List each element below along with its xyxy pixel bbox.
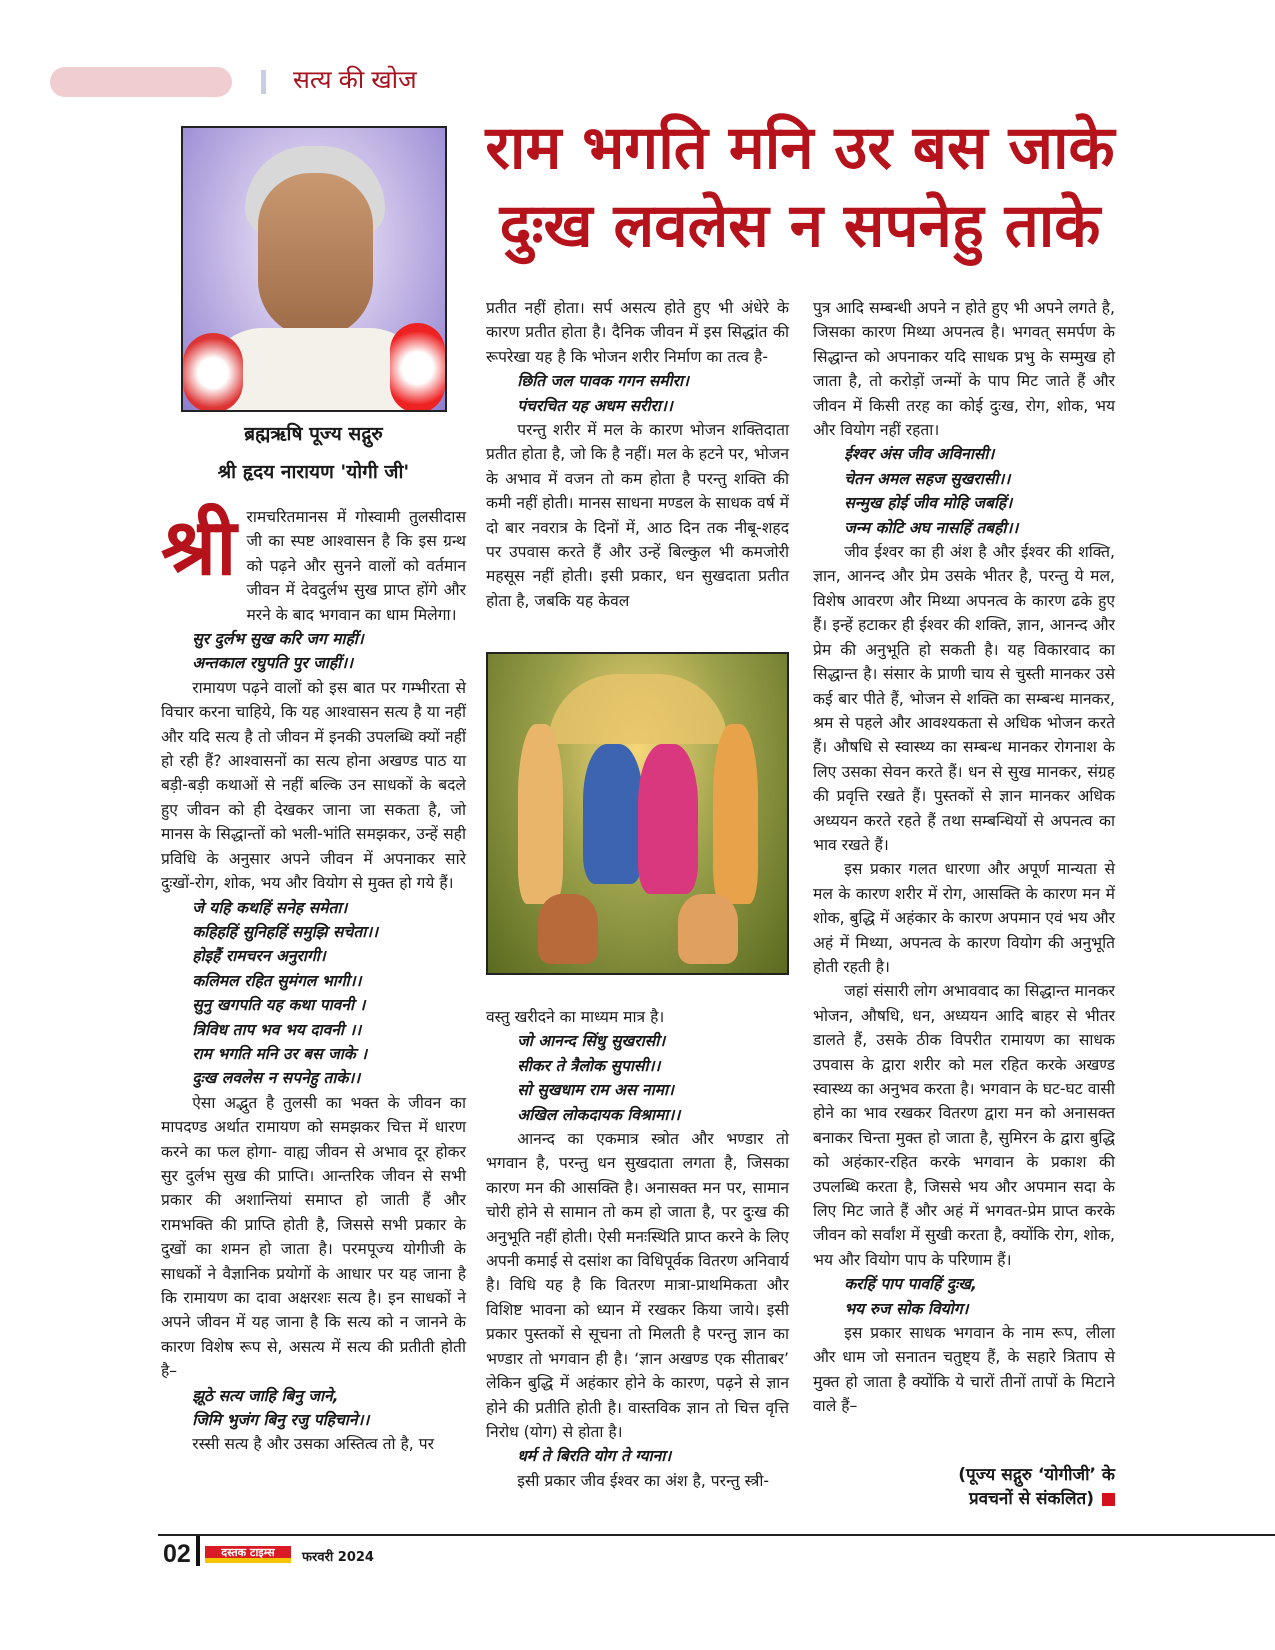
paragraph: वस्तु खरीदने का माध्यम मात्र है। [486,1008,665,1026]
section-title: सत्य की खोज [293,66,417,94]
headline-line2: दुःख लवलेस न सपनेहु ताके [499,191,1101,261]
credit-note [813,1463,1115,1511]
verse-line: चेतन अमल सहज सुखरासी।। [844,469,1011,488]
article-column-1 [161,505,466,1457]
credit-line1: (पूज्य सद्गुरु ‘योगीजी’ के [958,1465,1115,1485]
article-column-3 [813,296,1115,1419]
verse-line: पंचरचित यह अधम सरीरा।। [517,396,673,415]
issue-date: फरवरी 2024 [302,1550,374,1565]
verse-line: करहिं पाप पावहिं दुःख, [844,1275,977,1294]
headline-line1: राम भगति मनि उर बस जाके [485,113,1115,183]
footer-rule [158,1534,1275,1536]
article-column-2-top [486,296,789,613]
verse-line: होइहैं रामचरन अनुरागी। [192,947,326,966]
paragraph: प्रतीत नहीं होता। सर्प असत्य होते हुए भी अंधेरे के कारण प्रतीत होता है। दैनिक जीवन में इस सिद्धांत की रूपरेखा यह है कि भोजन शरीर निर्माण का तत्व है- [486,299,789,366]
verse-line: अखिल लोकदायक विश्रामा।। [517,1105,681,1124]
paragraph: ऐसा अद्भुत है तुलसी का भक्त के जीवन का मापदण्ड अर्थात रामायण को समझकर चित्त में धारण करने का फल होगा- वाह्य जीवन से अभाव दूर होकर सुर दुर्लभ सुख की प्राप्ति। आन्तरिक जीवन से सभी प्रकार की अशान्तियां समाप्त हो जाती हैं और रामभक्ति की प्राप्ति होती है, जिससे सभी प्रकार के दुखों का शमन हो जाता है। परमपूज्य योगीजी के साधकों ने वैज्ञानिक प्रयोगों के आधार पर यह जाना है कि रामायण का दावा अक्षरशः सत्य है। इन साधकों ने अपने जीवन में यह जाना है कि सत्य को न जानने के कारण विशेष रूप से, असत्य में सत्य की प्रतीती होती है– [161,1093,466,1381]
credit-line2: प्रवचनों से संकलित) [968,1489,1094,1509]
verse-line: छिति जल पावक गगन समीरा। [517,372,689,391]
portrait-caption-line1: ब्रह्मऋषि पूज्य सद्गुरु [244,423,383,445]
verse-line: जो आनन्द सिंधु सुखरासी। [517,1032,666,1051]
author-portrait [181,126,447,412]
article-column-2-bottom [486,1005,789,1493]
verse-line: कलिमल रहित सुमंगल भागी।। [192,971,362,990]
paragraph: रामचरितमानस में गोस्वामी तुलसीदास जी का स्पष्ट आश्वासन है कि इस ग्रन्थ को पढ़ने और सुनने वालों को वर्तमान जीवन में देवदुर्लभ सुख प्राप्त होंगे और मरने के बाद भगवान का धाम मिलेगा। [246,508,466,624]
paragraph: इसी प्रकार जीव ईश्वर का अंश है, परन्तु स्त्री- [517,1471,769,1490]
verse-line: सुर दुर्लभ सुख करि जग माहीं। [192,630,364,649]
footer-divider [196,1536,200,1566]
verse-line: दुःख लवलेस न सपनेहु ताके।। [192,1069,361,1088]
magazine-logo: दस्तक टाइम्स [205,1546,291,1563]
paragraph: पुत्र आदि सम्बन्धी अपने न होते हुए भी अपने लगते है, जिसका कारण मिथ्या अपनत्व है। भगवत् समर्पण के सिद्धान्त को अपनाकर यदि साधक प्रभु के सम्मुख हो जाता है, तो करोड़ों जन्मों के पाप मिट जाते हैं और जीवन में किसी तरह का कोई दुःख, रोग, शोक, भय और वियोग नहीं रहता। [813,299,1115,440]
verse-line: जे यहि कथहिं सनेह समेता। [192,898,348,917]
verse-line: झूठे सत्य जाहि बिनु जाने, [192,1386,339,1405]
verse-line: कहिहहिं सुनिहहिं समुझि सचेता।। [192,922,379,941]
page-number: 02 [163,1540,191,1568]
paragraph: इस प्रकार गलत धारणा और अपूर्ण मान्यता से मल के कारण शरीर में रोग, आसक्ति के कारण मन में शोक, बुद्धि में अहंकार के कारण अपमान एवं भय और अहं में मिथ्या, अपनत्व के कारण वियोग की अनुभूति होती रहती है। [813,860,1115,976]
section-pill [50,67,232,97]
portrait-caption-line2: श्री हृदय नारायण 'योगी जी' [217,461,410,483]
verse-line: राम भगति मनि उर बस जाके । [192,1044,368,1063]
ram-darbar-painting [486,652,789,975]
paragraph: जहां संसारी लोग अभाववाद का सिद्धान्त मानकर भोजन, औषधि, धन, अध्ययन आदि बाहर से भीतर डालते हैं, उसके ठीक विपरीत रामायण का साधक उपवास के द्वारा शरीर को मल रहित करके अखण्ड स्वास्थ्य का अनुभव करता है। भगवान के घट-घट वासी होने का भाव रखकर वितरण द्वारा मन को अनासक्त बनाकर चिन्ता मुक्त हो जाता है, सुमिरन के द्वारा बुद्धि को अहंकार-रहित करके भगवान के प्रकाश की उपलब्धि करता है, जिससे भय और अपमान सदा के लिए मिट जाते हैं और अहं में भगवत-प्रेम प्राप्त करके जीवन को सर्वांश में सुखी करता है, क्योंकि रोग, शोक, भय और वियोग पाप के परिणाम हैं। [813,982,1115,1269]
verse-line: सन्मुख होई जीव मोहि जबहिं। [844,494,1013,513]
end-mark-icon [1102,1493,1115,1506]
verse-line: सो सुखधाम राम अस नामा। [517,1081,674,1100]
drop-cap: श्री [161,503,237,593]
verse-line: अन्तकाल रघुपति पुर जाहीं।। [192,654,354,673]
paragraph: रामायण पढ़ने वालों को इस बात पर गम्भीरता से विचार करना चाहिये, कि यह आश्वासन सत्य है या नहीं और यदि सत्य है तो जीवन में इनकी उपलब्धि क्यों नहीं हो रही हैं? आश्वासनों का सत्य होना अखण्ड पाठ या बड़ी-बड़ी कथाओं से नहीं बल्कि उन साधकों के बदले हुए जीवन को ही देखकर जाना जा सकता है, जो मानस के सिद्धान्तों को भली-भांति समझकर, उन्हें सही प्रविधि के अनुसार अपने जीवन में अपनाकर सारे दुःखों-रोग, शोक, भय और वियोग से मुक्त हो गये हैं। [161,678,466,893]
verse-line: सीकर ते त्रैलोक सुपासी।। [517,1056,661,1075]
verse-line: धर्म ते बिरति योग ते ग्याना। [517,1447,672,1466]
paragraph: परन्तु शरीर में मल के कारण भोजन शक्तिदाता प्रतीत होता है, जो कि है नहीं। मल के हटने पर, भोजन के अभाव में वजन तो कम होता है परन्तु शक्ति की कमी नहीं होती। मानस साधना मण्डल के साधक वर्ष में दो बार नवरात्र के दिनों में, आठ दिन तक नीबू-शहद पर उपवास करते हैं और उन्हें बिल्कुल भी कमजोरी महसूस नहीं होती। इसी प्रकार, धन सुखदाता प्रतीत होता है, जबकि यह केवल [486,421,789,610]
verse-line: जिमि भुजंग बिनु रजु पहिचाने।। [192,1411,370,1430]
verse-line: जन्म कोटि अघ नासहिं तबही।। [844,518,1019,537]
verse-line: सुनु खगपति यह कथा पावनी । [192,996,366,1015]
paragraph: इस प्रकार साधक भगवान के नाम रूप, लीला और धाम जो सनातन चतुष्ट्य हैं, के सहारे त्रिताप से मुक्त हो जाता है क्योंकि ये चारों तीनों तापों के मिटाने वाले हैं– [813,1324,1115,1416]
paragraph: आनन्द का एकमात्र स्त्रोत और भण्डार तो भगवान है, परन्तु धन सुखदाता लगता है, जिसका कारण मन की आसक्ति है। अनासक्त मन पर, सामान चोरी होने से सामान तो कम हो जाता है, पर दुःख की अनुभूति नहीं होती। ऐसी मनःस्थिति प्राप्त करने के लिए अपनी कमाई से दसांश का विधिपूर्वक वितरण अनिवार्य है। विधि यह है कि वितरण मात्रा-प्राथमिकता और विशिष्ट भावना को ध्यान में रखकर किया जाये। इसी प्रकार पुस्तकों से सूचना तो मिलती है परन्तु ज्ञान का भण्डार तो भगवान ही है। ‘ज्ञान अखण्ड एक सीताबर’ लेकिन बुद्धि में अहंकार होने के कारण, पढ़ने से ज्ञान होने की प्रतीति होती है। वास्तविक ज्ञान तो चित्त वृत्ति निरोध (योग) से होता है। [486,1130,789,1441]
verse-line: त्रिविध ताप भव भय दावनी ।। [192,1020,362,1039]
verse-line: भय रुज सोक वियोग। [844,1299,969,1318]
paragraph: रस्सी सत्य है और उसका अस्तित्व तो है, पर [192,1435,434,1454]
paragraph: जीव ईश्वर का ही अंश है और ईश्वर की शक्ति, ज्ञान, आनन्द और प्रेम उसके भीतर है, परन्तु ये मल, विशेष आवरण और मिथ्या अपनत्व के कारण ढके हुए हैं। इन्हें हटाकर ही ईश्वर की शक्ति, ज्ञान, आनन्द और प्रेम की अनुभूति हो सकती है। यह विकारवाद का सिद्धान्त है। संसार के प्राणी चाय से चुस्ती मानकर उसे कई बार पीते हैं, भोजन से शक्ति का सम्बन्ध मानकर, श्रम से पहले और आवश्यकता से अधिक भोजन करते हैं। औषधि से स्वास्थ्य का सम्बन्ध मानकर रोगनाश के लिए उसका सेवन करते हैं। धन से सुख मानकर, संग्रह की प्रवृत्ति रखते हैं। पुस्तकों से ज्ञान मानकर अधिक अध्ययन करते रहते हैं तथा सम्बन्धियों से अपनत्व का भाव रखते हैं। [813,543,1115,854]
verse-line: ईश्वर अंस जीव अविनासी। [844,445,995,464]
header-divider [261,70,266,94]
